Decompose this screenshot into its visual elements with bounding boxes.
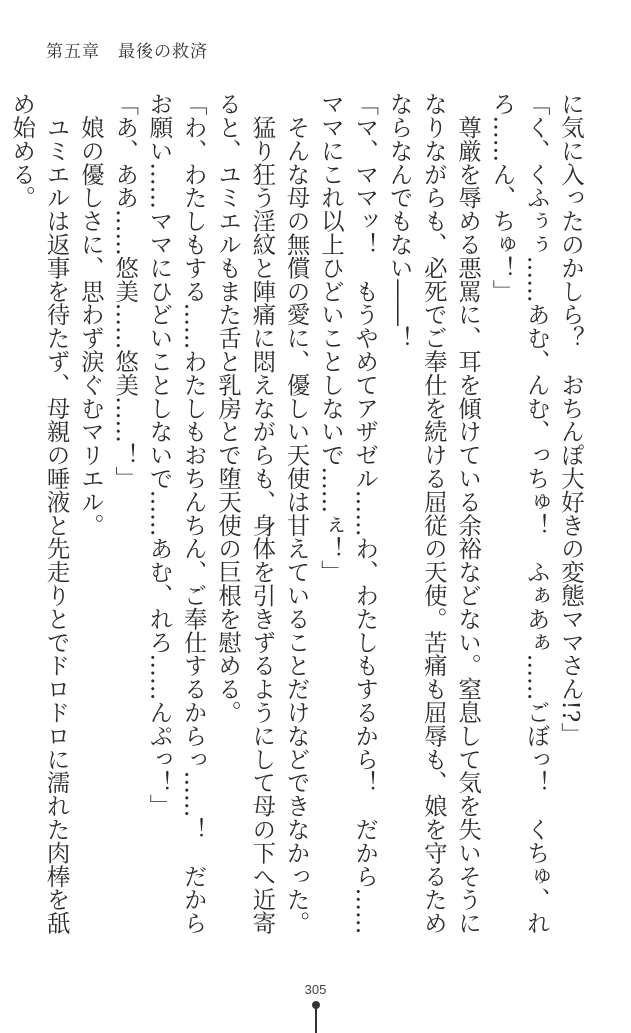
paragraph: に気に入ったのかしら？ おちんぽ大好きの変態ママさん!?」 xyxy=(557,92,585,746)
paragraph: 「わ、わたしもする……わたしもおちんちん、ご奉仕するからっ……！ だからお願い……ママにひどいことしないで……あむ、れろ……んぷっ！」 xyxy=(145,92,208,935)
paragraph: 娘の優しさに、思わず涙ぐむマリエル。 xyxy=(76,92,105,537)
paragraph: 尊厳を辱める悪罵に、耳を傾けている余裕などない。窒息して気を失いそうになりながらも、必死でご奉仕を続ける屈従の天使。苦痛も屈辱も、娘を守るためならなんでもない――！ xyxy=(385,92,483,935)
paragraph: 「あ、ああ……悠美……悠美……！」 xyxy=(111,92,140,490)
paragraph: 「マ、ママッ！ もうやめてアザゼル……わ、わたしもするから！ だから……ママにこれ以上ひどいことしないで……ぇ！」 xyxy=(316,92,380,935)
page-marker-line xyxy=(315,1008,317,1033)
chapter-header: 第五章 最後の救済 xyxy=(46,42,208,62)
paragraph: 「く、くふぅぅ……あむ、んむ、っちゅ！ ふぁあぁ……ごぼっ！ くちゅ、れろ……ん、ちゅ！」 xyxy=(488,92,551,935)
paragraph: そんな母の無償の愛に、優しい天使は甘えていることだけなどできなかった。 xyxy=(282,92,311,935)
vertical-body-text xyxy=(8,92,588,952)
paragraph: 猛り狂う淫紋と陣痛に悶えながらも、身体を引きずるようにして母の下へ近寄ると、ユミエルもまた舌と乳房とで堕天使の巨根を慰める。 xyxy=(214,92,277,935)
page-number: 305 xyxy=(304,982,327,997)
paragraph: ユミエルは返事を待たず、母親の唾液と先走りとでドロドロに濡れた肉棒を舐め始める。 xyxy=(8,92,71,935)
